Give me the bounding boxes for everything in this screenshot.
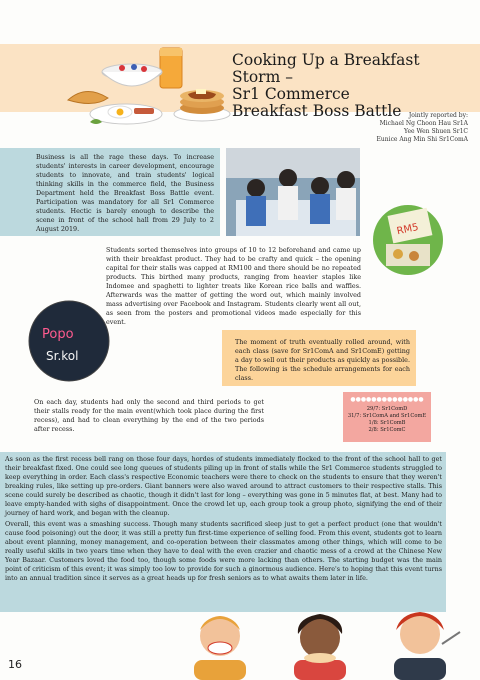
poster-photo-circle bbox=[372, 204, 444, 276]
paragraph-event-day: As soon as the first recess bell rang on those four days, hordes of students immediately flocked to the front of the school hall to get their breakfast fixed. One could see long queues of students piling up in front of stalls while the Sr1 Commerce students struggled to keep everything in order. Each class's respective Economic teachers were there to check on the students to ensure that they weren't breaking rules, like setting up pre-orders. Giant banners were also waved around to attract customers to their respective stalls. This scene could surely be described as chaotic, though it didn't last for long – everything was gone in 5 minutes flat, at best. Many had to leave empty-handed with sighs of disappointment. Once the crowd let up, each group took a group photo, signifying the end of their journey of hard work, and began with the cleanup. bbox=[5, 455, 442, 517]
people-eating-illustration bbox=[180, 604, 470, 680]
schedule-list bbox=[343, 406, 431, 434]
paragraph-conclusion: Overall, this event was a smashing success. Though many students sacrificed sleep just to get a perfect product (one that wouldn't cause food poisoning) out the door, it was still a pretty fun first-time experience of selling food. From this event, students got to learn about event planning, money management, and co-operation between their classmates among other things, which will come to be really useful skills in two years time when they have to deal with the even crazier and chaotic mess of a crowd at the Chinese New Year Bazaar. Customers loved the food too, though some foods were more lacking than others. The starting budget was the main point of criticism of this event; it was simply too low to provide for such a ginormous audience. Here's to hoping that this event turns into an annual tradition since it serves as a great heads up for fresh seniors as to what awaits them later in life. bbox=[5, 520, 442, 582]
byline bbox=[300, 112, 468, 144]
paragraph-preparation: Students sorted themselves into groups of 10 to 12 beforehand and came up with their breakfast product. They had to be crafty and quick – the opening capital for their stalls was capped at RM100 and there should be no repeated products. This birthed many products, ranging from heavier staples like Indomee and spaghetti to lighter treats like Korean rice balls and waffles. Afterwards was the matter of getting the word out, which mainly involved mass advertising over Facebook and Instagram. Students clearly went all out, as seen from the posters and promotional videos made especially for this event. bbox=[106, 246, 361, 326]
neon-text-line1: Popo bbox=[42, 327, 74, 342]
byline-author: Eunice Ang Min Shi Sr1ComA bbox=[376, 136, 468, 143]
paragraph-stall-setup: On each day, students had only the second and third periods to get their stalls ready for the main event(which took place during the first recess), and had to clean everything by the end of the two periods after recess. bbox=[34, 398, 264, 433]
article-title bbox=[232, 52, 472, 120]
title-line-3: Breakfast Boss Battle bbox=[232, 102, 402, 120]
paragraph-intro: Business is all the rage these days. To increase students' interests in career development, encourage students to innovate, and train students' logical thinking skills in the commerce field, the Business Department held the Breakfast Boss Battle event. Participation was mandatory for all Sr1 Commerce students. Hectic is barely enough to describe the scene in front of the school hall from 29 July to 2 August 2019. bbox=[36, 153, 214, 233]
students-photo bbox=[226, 148, 360, 236]
schedule-row: 1/8: Sr1ComB bbox=[368, 420, 406, 426]
poster-price-text: RM5 bbox=[395, 221, 420, 238]
byline-author: Michael Ng Choon Hau Sr1A bbox=[379, 120, 468, 127]
schedule-row: 29/7: Sr1ComD bbox=[366, 406, 408, 412]
title-line-1: Cooking Up a Breakfast Storm – bbox=[232, 51, 420, 86]
neon-sign-photo-circle bbox=[28, 300, 110, 382]
byline-label: Jointly reported by: bbox=[408, 112, 468, 119]
page-number: 16 bbox=[8, 658, 22, 671]
schedule-row: 31/7: Sr1ComA and Sr1ComE bbox=[347, 413, 427, 419]
paragraph-schedule-intro: The moment of truth eventually rolled around, with each class (save for Sr1ComA and Sr1ComE) getting a day to sell out their products as quickly as possible. The following is the schedule arrangements for each class. bbox=[235, 338, 410, 382]
schedule-dots: ●●●●●●●●●●●●●● bbox=[350, 396, 424, 403]
schedule-row: 2/8: Sr1ComC bbox=[368, 427, 406, 433]
title-line-2: Sr1 Commerce bbox=[232, 85, 350, 103]
breakfast-illustration bbox=[64, 44, 232, 130]
byline-author: Yee Wen Shuen Sr1C bbox=[404, 128, 468, 135]
neon-text-line2: Sr.kol bbox=[46, 349, 79, 363]
